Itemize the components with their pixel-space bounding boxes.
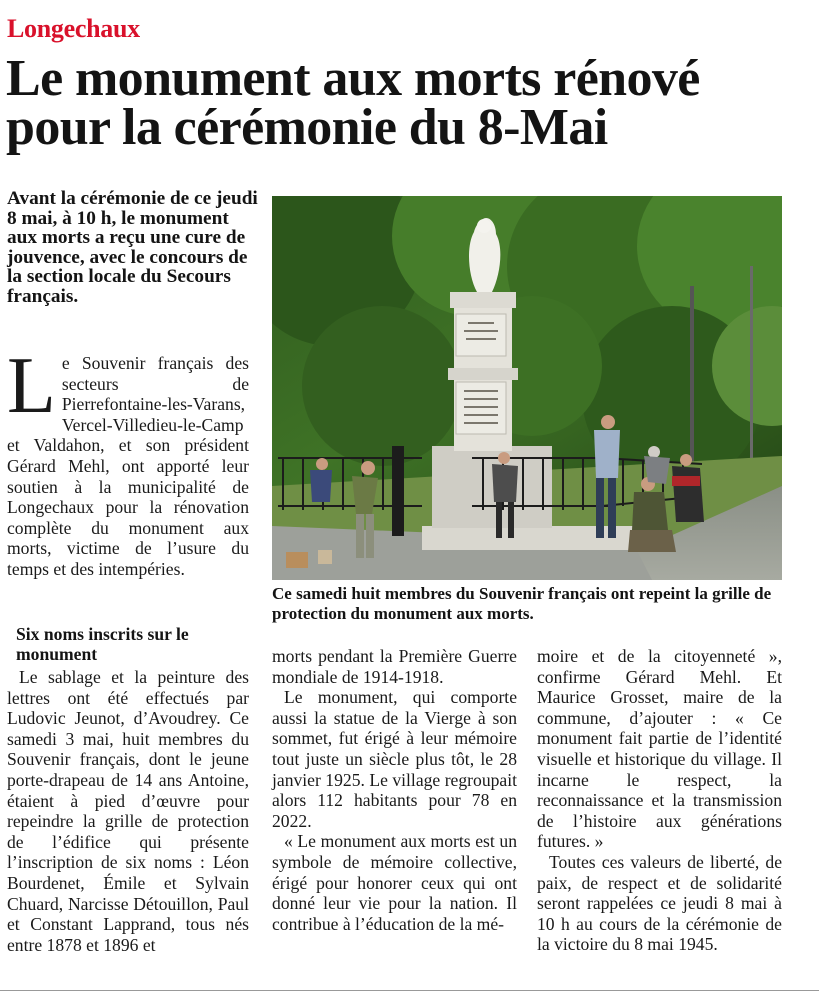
paragraph: Le monument, qui comporte aussi la statue de la Vierge à son sommet, fut érigé à leur mémoire tout juste un siècle plus tôt, le 28 janvier 1925. Le village regroupait alors 112 habitants pour 78 en 2022. bbox=[272, 687, 517, 831]
intro-paragraph bbox=[7, 342, 249, 580]
column-2 bbox=[272, 646, 517, 934]
photo-caption: Ce samedi huit membres du Souvenir français ont repeint la grille de protection du monument aux morts. bbox=[272, 584, 772, 623]
paragraph: Toutes ces valeurs de liberté, de paix, de respect et de solidarité seront rappelées ce jeudi 8 mai à 10 h au cours de la cérémonie de la victoire du 8 mai 1945. bbox=[537, 851, 782, 955]
headline: Le monument aux morts rénové pour la cérémonie du 8-Mai bbox=[6, 50, 700, 156]
intro-text: e Souvenir français des secteurs de Pierrefontaine-les-Varans, Vercel-Villedieu-le-Camp et Valdahon, et son président Gérard Mehl, ont apporté leur soutien à la municipalité de Longechaux pour la rénovation complète du monument aux morts, victime de l’usure du temps et des intempéries. bbox=[7, 353, 249, 579]
paragraph: Le sablage et la peinture des lettres ont été effectués par Ludovic Jeunot, d’Avoudrey. Ce samedi 3 mai, huit membres du Souvenir français, dont le jeune porte-drapeau de 14 ans Antoine, étaient à pied d’œuvre pour repeindre la grille de protection de l’édifice qui présente l’inscription de six noms : Léon Bourdenet, Émile et Sylvain Chuard, Narcisse Détouillon, Paul et Constant Lapprand, tous nés entre 1878 et 1896 et bbox=[7, 667, 249, 955]
paragraph: « Le monument aux morts est un symbole de mémoire collective, érigé pour honorer ceux qui ont donné leur vie pour la nation. Il contribue à l’éducation de la mé- bbox=[272, 831, 517, 934]
subheading: Six noms inscrits sur le monument bbox=[16, 624, 189, 665]
article-photo bbox=[272, 196, 782, 580]
column-3 bbox=[537, 646, 782, 955]
article-lead: Avant la cérémonie de ce jeudi 8 mai, à 10 h, le monument aux morts a reçu une cure de jouvence, avec le concours de la section locale du Secours français. bbox=[7, 188, 258, 307]
monument-photo-illustration bbox=[272, 196, 782, 580]
paragraph: moire et de la citoyenneté », confirme Gérard Mehl. Et Maurice Grosset, maire de la commune, d’ajouter : « Ce monument fait partie de l’identité visuelle et historique du village. Il incarne le respect, la reconnaissance et la transmission de l’histoire aux générations futures. » bbox=[537, 646, 782, 852]
paragraph: morts pendant la Première Guerre mondiale de 1914-1918. bbox=[272, 646, 517, 687]
column-1 bbox=[7, 667, 249, 955]
drop-cap: L bbox=[7, 342, 56, 430]
bottom-rule bbox=[0, 990, 819, 991]
section-kicker: Longechaux bbox=[7, 14, 140, 43]
